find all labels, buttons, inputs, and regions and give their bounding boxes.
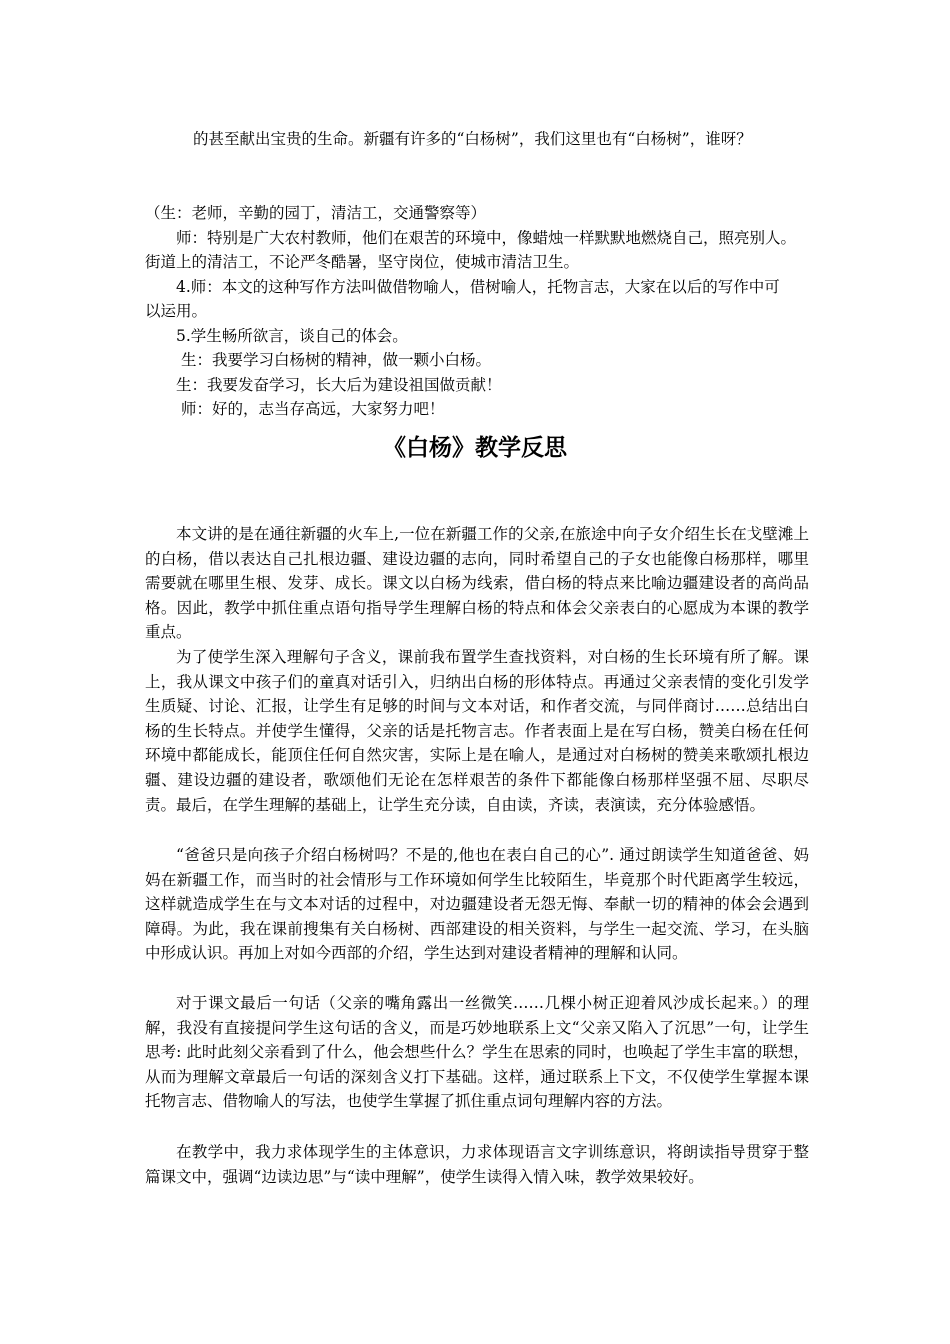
text-line: 5.学生畅所欲言，谈自己的体会。 <box>176 327 408 345</box>
text-line: 4.师：本文的这种写作方法叫做借物喻人，借树喻人，托物言志，大家在以后的写作中可 <box>176 278 780 296</box>
text-line: 街道上的清洁工，不论严冬酷暑，坚守岗位，使城市清洁卫生。 <box>145 253 580 271</box>
text-line: （生：老师，辛勤的园丁，清洁工，交通警察等） <box>145 204 487 222</box>
text-line: 生：我要发奋学习，长大后为建设祖国做贡献！ <box>176 376 502 394</box>
paragraph: 在教学中，我力求体现学生的主体意识，力求体现语言文字训练意识，将朗读指导贯穿于整篇课文中，强调“边读边思”与“读中理解”，使学生读得入情入味，教学效果较好。 <box>145 1143 809 1186</box>
text-line: 的甚至献出宝贵的生命。新疆有许多的“白杨树”，我们这里也有“白杨树”，谁呀？ <box>193 130 752 148</box>
document-title: 《白杨》教学反思 <box>383 435 567 461</box>
paragraph: “爸爸只是向孩子介绍白杨树吗？不是的,他也在表白自己的心”. 通过朗读学生知道爸爸、妈妈在新疆工作，而当时的社会情形与工作环境如何学生比较陌生，毕竟那个时代距离学生较远，这样就造成学生在与文本对话的过程中，对边疆建设者无怨无悔、奉献一切的精神的体会会遇到障碍。为此，我在课前搜集有关白杨树、西部建设的相关资料，与学生一起交流、学习，在头脑中形成认识。再加上对如今西部的介绍，学生达到对建设者精神的理解和认同。 <box>145 846 809 963</box>
paragraph: 本文讲的是在通往新疆的火车上,一位在新疆工作的父亲,在旅途中向子女介绍生长在戈壁滩上的白杨，借以表达自己扎根边疆、建设边疆的志向，同时希望自己的子女也能像白杨那样，哪里需要就在哪里生根、发芽、成长。课文以白杨为线索，借白杨的特点来比喻边疆建设者的高尚品格。因此，教学中抓住重点语句指导学生理解白杨的特点和体会父亲表白的心愿成为本课的教学重点。 <box>145 525 809 642</box>
text-line: 师：好的，志当存高远，大家努力吧！ <box>181 400 445 418</box>
paragraph: 对于课文最后一句话（父亲的嘴角露出一丝微笑……几棵小树正迎着风沙成长起来。）的理解，我没有直接提问学生这句话的含义，而是巧妙地联系上文“父亲又陷入了沉思”一句，让学生思考: 此时此刻父亲看到了什么，他会想些什么？学生在思索的同时，也唤起了学生丰富的联想，从而为理解文章最后一句话的深刻含义打下基础。这样，通过联系上下文，不仅使学生掌握本课托物言志、借物喻人的写法，也使学生掌握了抓住重点词句理解内容的方法。 <box>145 994 809 1111</box>
paragraph: 为了使学生深入理解句子含义，课前我布置学生查找资料，对白杨的生长环境有所了解。课上，我从课文中孩子们的童真对话引入，归纳出白杨的形体特点。再通过父亲表情的变化引发学生质疑、讨论、汇报，让学生有足够的时间与文本对话，和作者交流，与同伴商讨……总结出白杨的生长特点。并使学生懂得，父亲的话是托物言志。作者表面上是在写白杨，赞美白杨在任何环境中都能成长，能顶住任何自然灾害，实际上是在喻人，是通过对白杨树的赞美来歌颂扎根边疆、建设边疆的建设者，歌颂他们无论在怎样艰苦的条件下都能像白杨那样坚强不屈、尽职尽责。最后，在学生理解的基础上，让学生充分读，自由读，齐读，表演读，充分体验感悟。 <box>145 648 809 814</box>
text-line: 以运用。 <box>145 302 208 320</box>
text-line: 师：特别是广大农村教师，他们在艰苦的环境中，像蜡烛一样默默地燃烧自己，照亮别人。 <box>176 229 797 247</box>
text-line: 生：我要学习白杨树的精神，做一颗小白杨。 <box>181 351 492 369</box>
